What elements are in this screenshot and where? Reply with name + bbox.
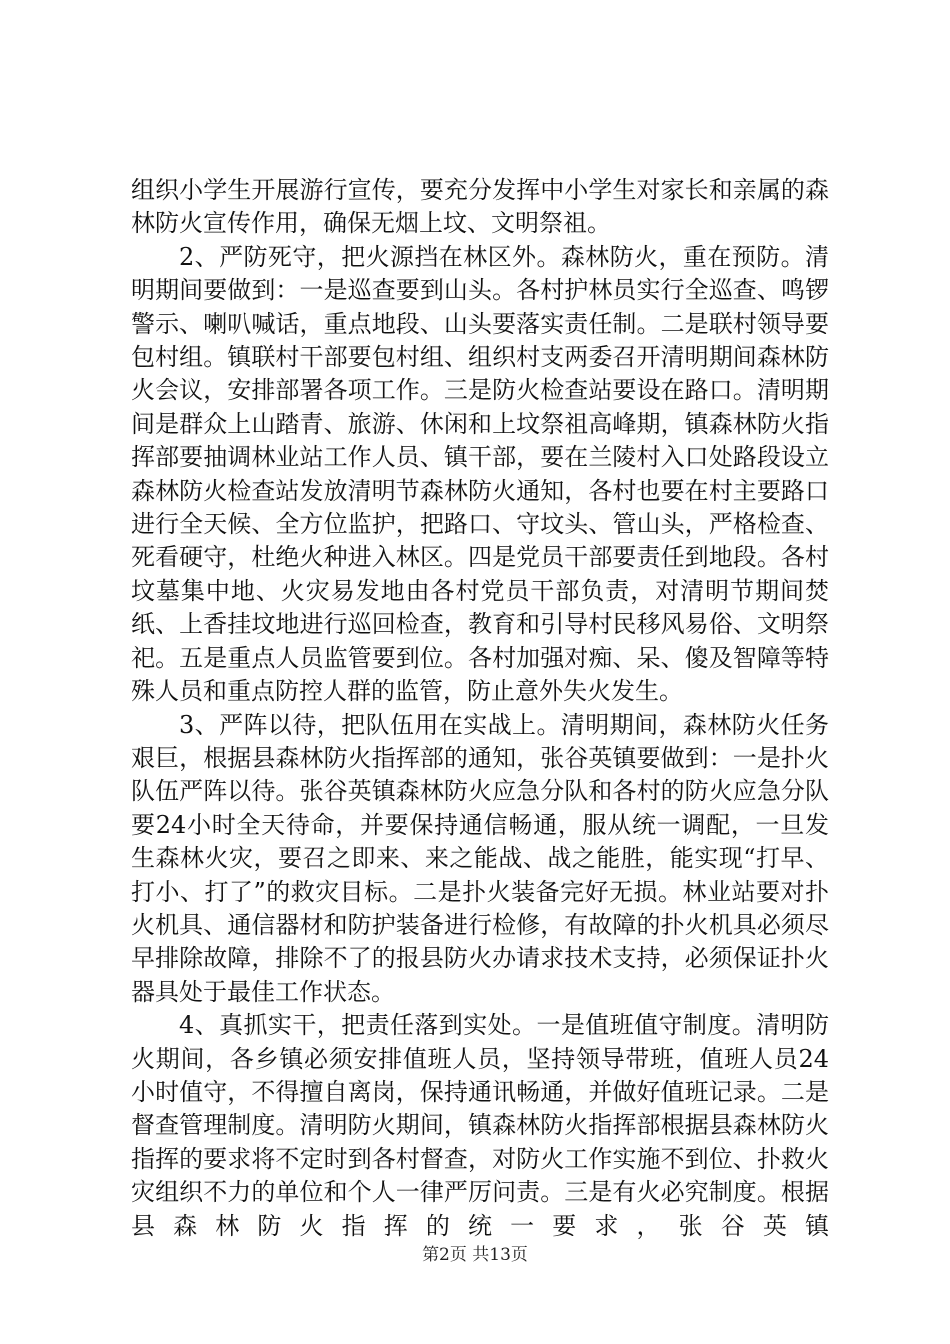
paragraph-1: 组织小学生开展游行宣传，要充分发挥中小学生对家长和亲属的森林防火宣传作用，确保无烟上坟、文明祭祖。: [131, 176, 829, 238]
document-body: [131, 174, 829, 1243]
page-footer: [0, 1244, 950, 1266]
paragraph-4: 4、真抓实干，把责任落到实处。一是值班值守制度。清明防火期间，各乡镇必须安排值班人员，坚持领导带班，值班人员24小时值守，不得擅自离岗，保持通讯畅通，并做好值班记录。二是督查管理制度。清明防火期间，镇森林防火指挥部根据县森林防火指挥的要求将不定时到各村督查，对防火工作实施不到位、扑救火灾组织不力的单位和个人一律严厉问责。三是有火必究制度。根据县森林防火指挥的统一要求，张谷英镇: [131, 1011, 829, 1240]
page-number-label: 第2页 共13页: [422, 1245, 528, 1265]
paragraph-2: 2、严防死守，把火源挡在林区外。森林防火，重在预防。清明期间要做到：一是巡查要到山头。各村护林员实行全巡查、鸣锣警示、喇叭喊话，重点地段、山头要落实责任制。二是联村领导要包村组。镇联村干部要包村组、组织村支两委召开清明期间森林防火会议，安排部署各项工作。三是防火检查站要设在路口。清明期间是群众上山踏青、旅游、休闲和上坟祭祖高峰期，镇森林防火指挥部要抽调林业站工作人员、镇干部，要在兰陵村入口处路段设立森林防火检查站发放清明节森林防火通知，各村也要在村主要路口进行全天候、全方位监护，把路口、守坟头、管山头，严格检查、死看硬守，杜绝火种进入林区。四是党员干部要责任到地段。各村坟墓集中地、火灾易发地由各村党员干部负责，对清明节期间焚纸、上香挂坟地进行巡回检查，教育和引导村民移风易俗、文明祭祀。五是重点人员监管要到位。各村加强对痴、呆、傻及智障等特殊人员和重点防控人群的监管，防止意外失火发生。: [131, 242, 829, 706]
paragraph-3: 3、严阵以待，把队伍用在实战上。清明期间，森林防火任务艰巨，根据县森林防火指挥部的通知，张谷英镇要做到：一是扑火队伍严阵以待。张谷英镇森林防火应急分队和各村的防火应急分队要24小时全天待命，并要保持通信畅通，服从统一调配，一旦发生森林火灾，要召之即来、来之能战、战之能胜，能实现“打早、打小、打了”的救灾目标。二是扑火装备完好无损。林业站要对扑火机具、通信器材和防护装备进行检修，有故障的扑火机具必须尽早排除故障，排除不了的报县防火办请求技术支持，必须保证扑火器具处于最佳工作状态。: [131, 710, 829, 1006]
